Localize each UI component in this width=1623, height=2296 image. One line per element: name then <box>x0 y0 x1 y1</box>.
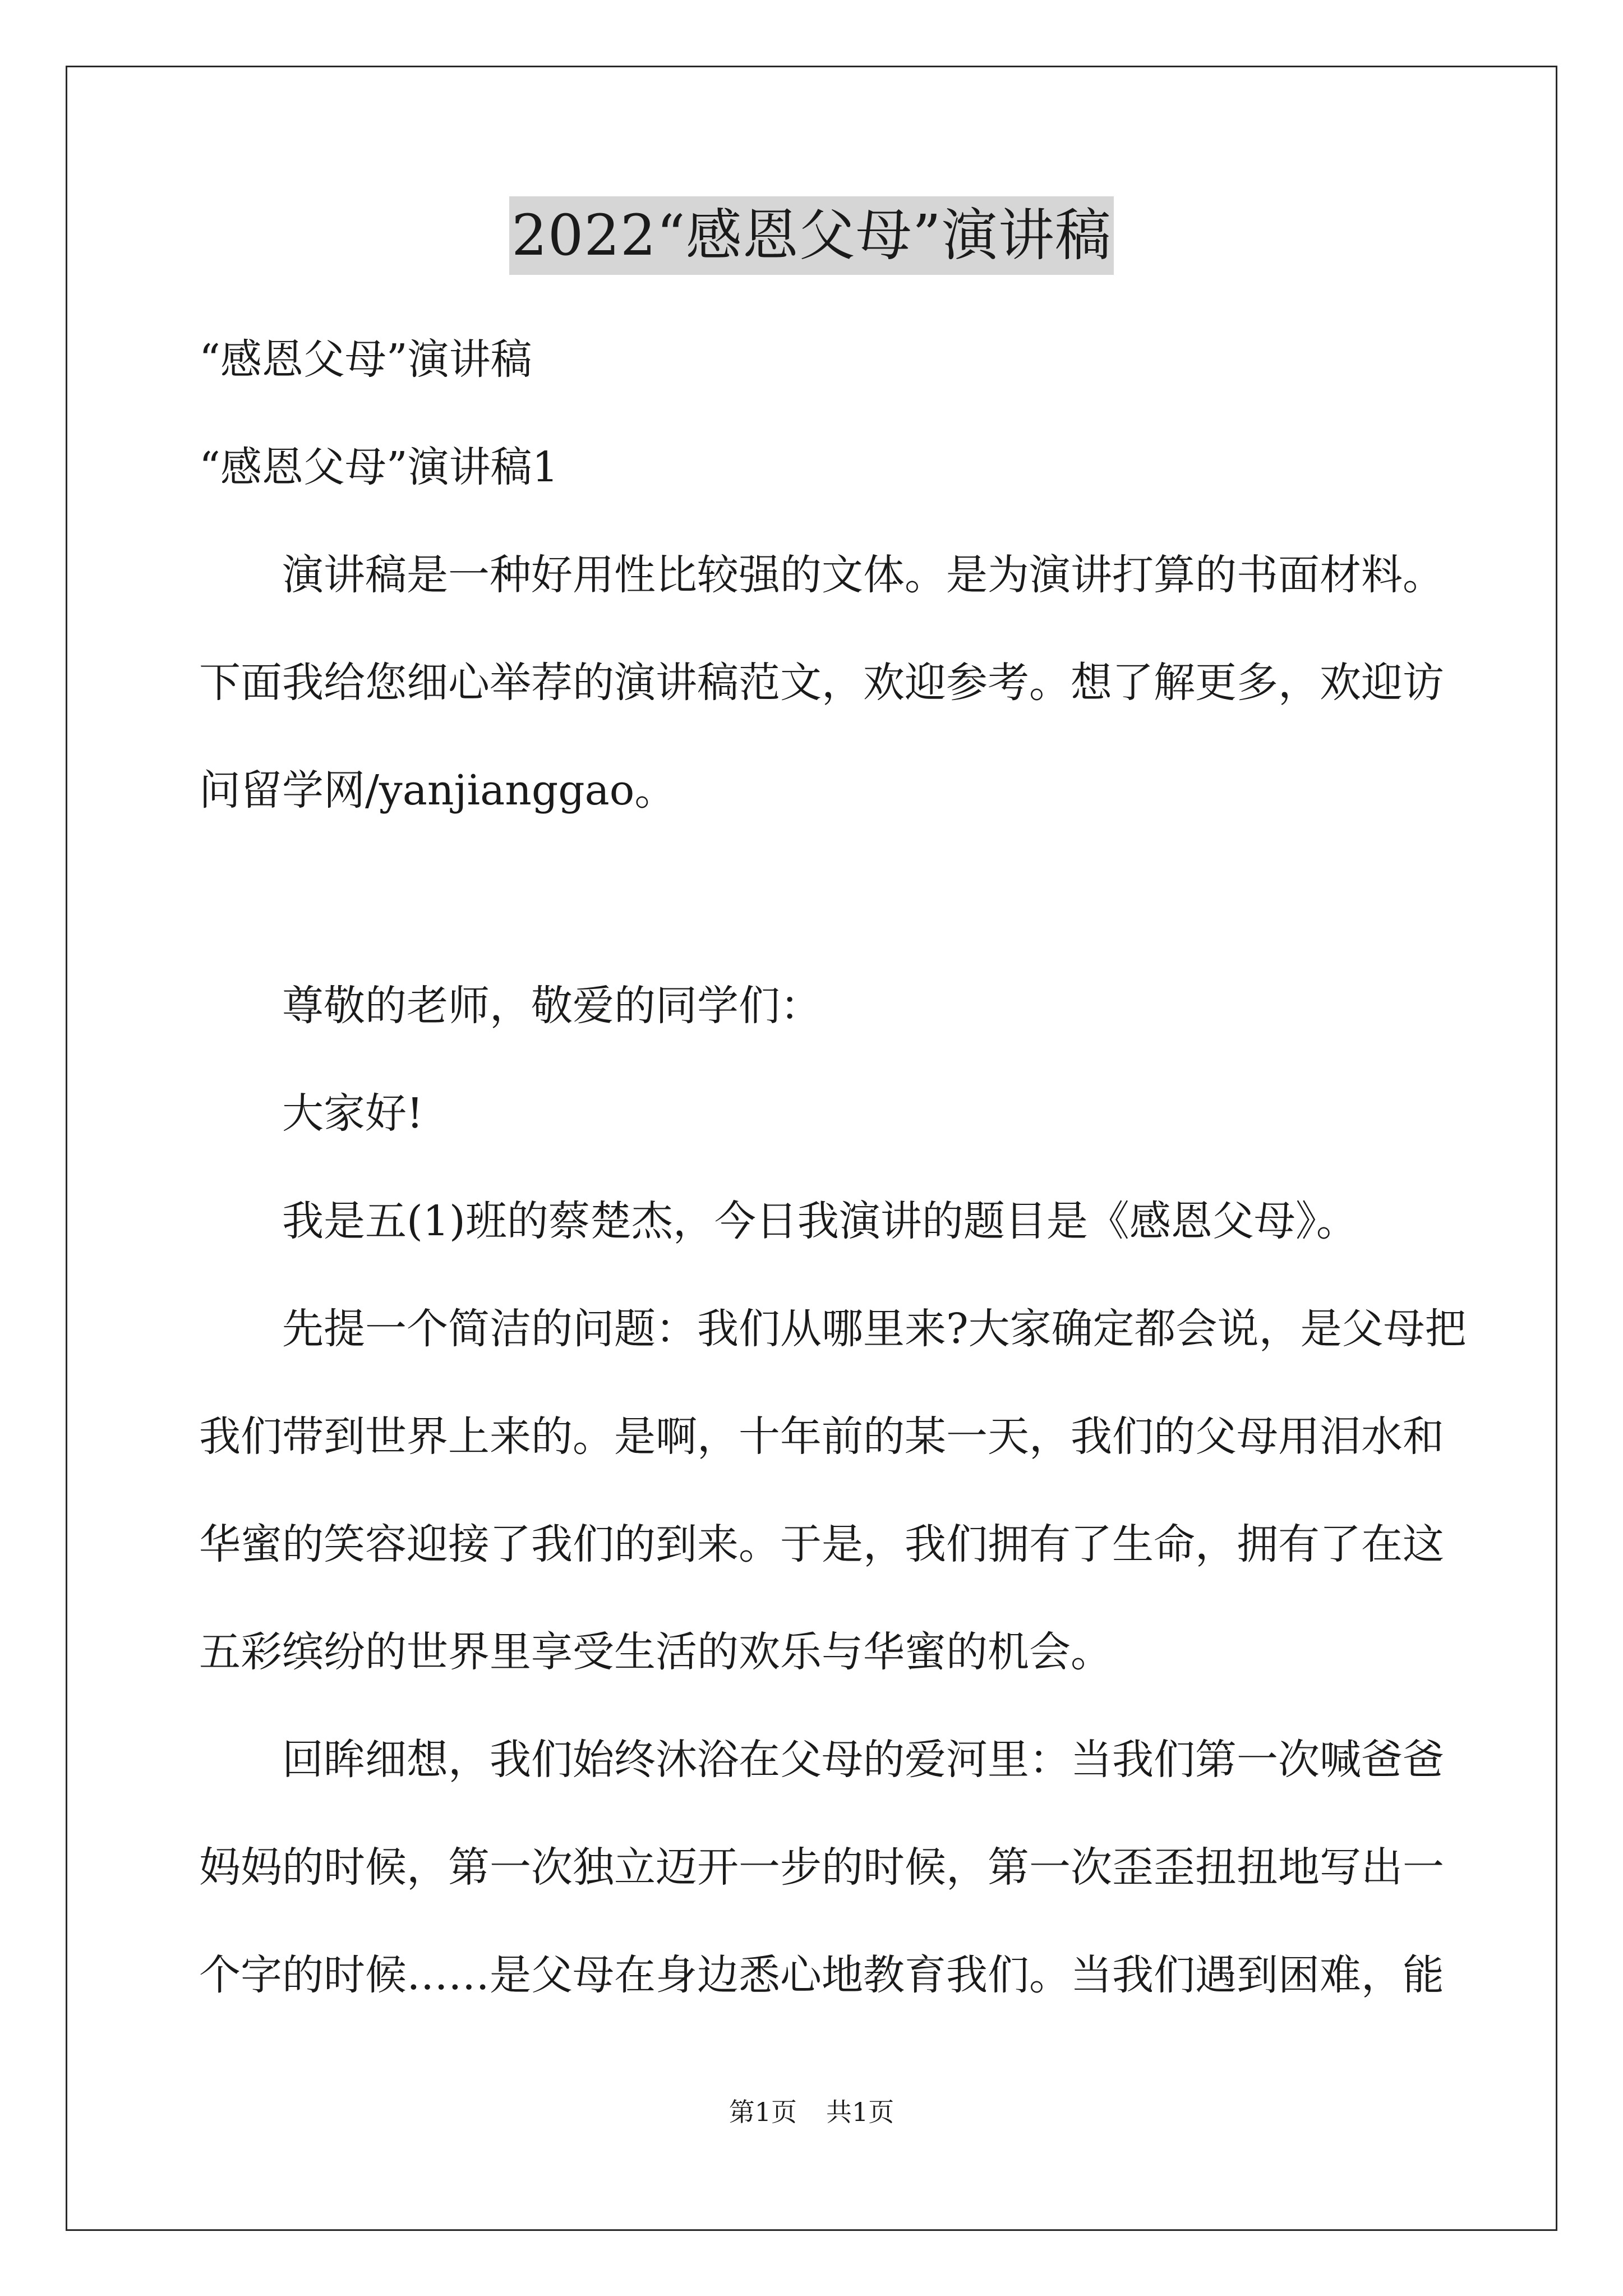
paragraph-line: 演讲稿是一种好用性比较强的文体。是为演讲打算的书面材料。 <box>282 551 1444 599</box>
paragraph-line: 五彩缤纷的世界里享受生活的欢乐与华蜜的机会。 <box>199 1628 1112 1676</box>
paragraph-line: 华蜜的笑容迎接了我们的到来。于是，我们拥有了生命，拥有了在这 <box>199 1520 1444 1568</box>
paragraph-line: 我是五(1)班的蔡楚杰，今日我演讲的题目是《感恩父母》。 <box>282 1197 1358 1245</box>
title-container <box>0 196 1623 275</box>
paragraph-line: 我们带到世界上来的。是啊，十年前的某一天，我们的父母用泪水和 <box>199 1412 1444 1461</box>
paragraph-line: 回眸细想，我们始终沐浴在父母的爱河里：当我们第一次喊爸爸 <box>282 1736 1444 1784</box>
document-body <box>199 306 1467 2029</box>
paragraph-line: 先提一个简洁的问题：我们从哪里来?大家确定都会说，是父母把 <box>282 1305 1467 1353</box>
document-title: 2022“感恩父母”演讲稿 <box>509 196 1114 275</box>
heading-2: “感恩父母”演讲稿1 <box>199 443 559 491</box>
paragraph-line: 下面我给您细心举荐的演讲稿范文，欢迎参考。想了解更多，欢迎访 <box>199 659 1444 707</box>
greeting: 大家好! <box>282 1089 423 1138</box>
salutation: 尊敬的老师，敬爱的同学们： <box>282 982 822 1030</box>
paragraph-line: 妈妈的时候，第一次独立迈开一步的时候，第一次歪歪扭扭地写出一 <box>199 1843 1444 1892</box>
paragraph-line: 个字的时候……是父母在身边悉心地教育我们。当我们遇到困难，能 <box>199 1951 1444 1999</box>
blank-line <box>199 844 1441 952</box>
page-number-total: 共1页 <box>826 2097 895 2127</box>
paragraph-line: 问留学网/yanjianggao。 <box>199 766 676 815</box>
page-number-current: 第1页 <box>728 2097 797 2127</box>
page-footer <box>0 2095 1623 2129</box>
heading-1: “感恩父母”演讲稿 <box>199 335 532 384</box>
